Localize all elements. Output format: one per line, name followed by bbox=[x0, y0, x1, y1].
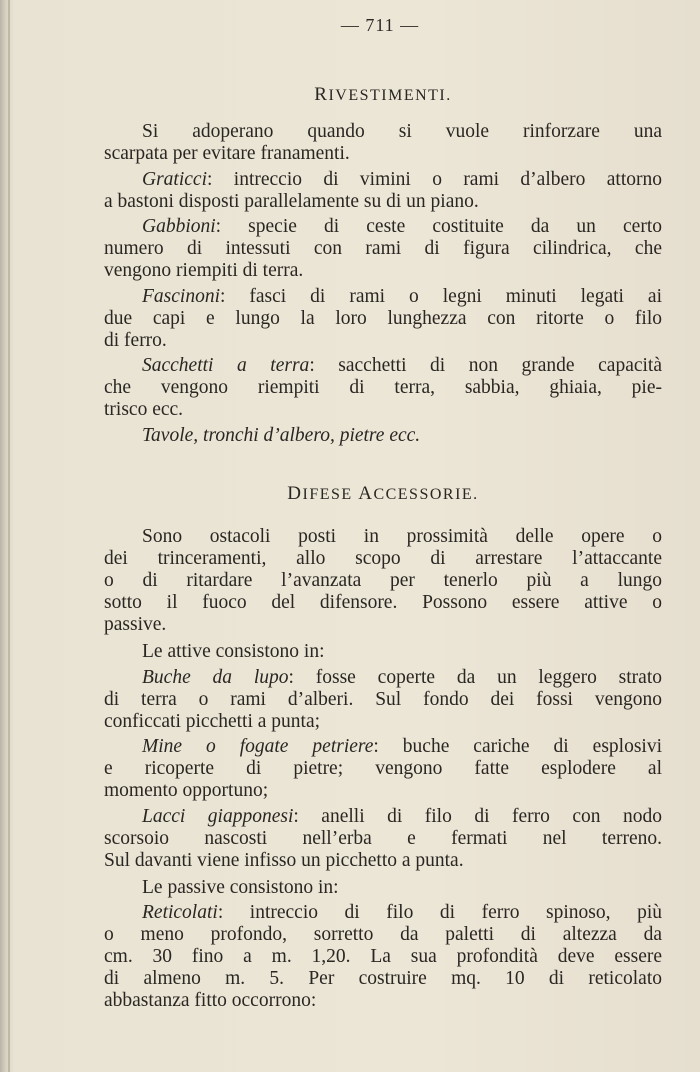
line-text: Le attive consistono in: bbox=[142, 641, 325, 662]
text-line bbox=[104, 667, 662, 689]
line-text: passive. bbox=[104, 614, 167, 635]
paragraph bbox=[104, 736, 662, 802]
italic-term: Lacci giapponesi bbox=[142, 805, 294, 827]
line-text: di almeno m. 5. Per costruire mq. 10 di reticolato bbox=[104, 968, 662, 989]
line-text: scarpata per evitare franamenti. bbox=[104, 143, 350, 164]
page-binding-edge bbox=[8, 0, 10, 1072]
text-line bbox=[104, 828, 662, 850]
page-number: — 711 — bbox=[340, 15, 420, 35]
line-text: Le passive consistono in: bbox=[142, 876, 339, 898]
section-body-rivestimenti bbox=[104, 121, 662, 450]
italic-term: Tavole, tronchi d’albero, pietre ecc. bbox=[142, 424, 421, 446]
italic-term: Graticci bbox=[142, 168, 207, 190]
paragraph bbox=[104, 355, 662, 421]
text-line bbox=[104, 780, 662, 802]
line-text: : specie di ceste costituite da un certo bbox=[215, 216, 662, 237]
text-line bbox=[104, 216, 662, 238]
text-line bbox=[104, 399, 662, 421]
text-line bbox=[104, 330, 662, 352]
text-line bbox=[104, 877, 662, 899]
italic-term: Mine o fogate petriere bbox=[142, 736, 374, 757]
line-text: momento opportuno; bbox=[104, 780, 269, 801]
section-body-difese-accessorie bbox=[104, 526, 662, 1016]
paragraph bbox=[104, 526, 662, 636]
italic-term: Sacchetti a terra bbox=[142, 355, 310, 376]
text-line bbox=[104, 924, 662, 946]
text-line bbox=[104, 570, 662, 592]
text-line bbox=[104, 990, 662, 1012]
paragraph bbox=[104, 121, 662, 165]
line-text: di ferro. bbox=[104, 329, 167, 351]
line-text: Sul davanti viene infisso un picchetto a punta. bbox=[104, 849, 464, 871]
paragraph bbox=[104, 216, 662, 282]
line-text: : fosse coperte da un leggero strato bbox=[288, 666, 662, 688]
line-text: di terra o rami d’alberi. Sul fondo dei fossi vengono bbox=[104, 688, 662, 710]
text-line bbox=[104, 850, 662, 872]
text-line bbox=[104, 143, 662, 165]
text-line bbox=[104, 191, 662, 213]
line-text: vengono riempiti di terra. bbox=[104, 260, 304, 281]
line-text: sotto il fuoco del difensore. Possono essere attive o bbox=[104, 592, 662, 613]
text-line bbox=[104, 425, 662, 447]
line-text: due capi e lungo la loro lunghezza con ritorte o filo bbox=[104, 307, 662, 329]
line-text: : fasci di rami o legni minuti legati ai bbox=[220, 285, 662, 307]
text-line bbox=[104, 377, 662, 399]
line-text: dei trinceramenti, allo scopo di arrestare l’attaccante bbox=[104, 548, 662, 569]
line-text: abbastanza fitto occorrono: bbox=[104, 990, 317, 1011]
text-line bbox=[104, 689, 662, 711]
text-line bbox=[104, 806, 662, 828]
paragraph bbox=[104, 641, 662, 663]
line-text: o meno profondo, sorretto da paletti di altezza da bbox=[104, 924, 662, 945]
line-text: scorsoio nascosti nell’erba e fermati nel terreno. bbox=[104, 827, 662, 849]
paragraph bbox=[104, 806, 662, 872]
line-text: Sono ostacoli posti in prossimità delle opere o bbox=[142, 526, 662, 547]
paragraph bbox=[104, 877, 662, 899]
line-text: : intreccio di filo di ferro spinoso, più bbox=[217, 902, 662, 923]
text-line bbox=[104, 614, 662, 636]
text-line bbox=[104, 308, 662, 330]
line-text: a bastoni disposti parallelamente su di un piano. bbox=[104, 190, 479, 212]
text-line bbox=[104, 121, 662, 143]
section-heading-difese-accessorie: DIFESE ACCESSORIE. bbox=[287, 483, 479, 504]
line-text: che vengono riempiti di terra, sabbia, ghiaia, pie- bbox=[104, 377, 662, 398]
text-line bbox=[104, 526, 662, 548]
line-text: : buche cariche di esplosivi bbox=[373, 736, 662, 757]
text-line bbox=[104, 736, 662, 758]
line-text: : intreccio di vimini o rami d’albero attorno bbox=[206, 168, 662, 190]
text-line bbox=[104, 758, 662, 780]
paragraph bbox=[104, 667, 662, 733]
paragraph bbox=[104, 902, 662, 1012]
line-text: : sacchetti di non grande capacità bbox=[309, 355, 662, 376]
text-line bbox=[104, 548, 662, 570]
italic-term: Gabbioni bbox=[142, 216, 216, 237]
text-line bbox=[104, 286, 662, 308]
text-line bbox=[104, 592, 662, 614]
paragraph bbox=[104, 169, 662, 213]
line-text: cm. 30 fino a m. 1,20. La sua profondità deve essere bbox=[104, 946, 662, 967]
text-line bbox=[104, 641, 662, 663]
paragraph bbox=[104, 286, 662, 352]
line-text: e ricoperte di pietre; vengono fatte esplodere al bbox=[104, 758, 662, 779]
line-text: o di ritardare l’avanzata per tenerlo più a lungo bbox=[104, 570, 662, 591]
italic-term: Reticolati bbox=[142, 902, 218, 923]
line-text: conficcati picchetti a punta; bbox=[104, 710, 321, 732]
section-heading-rivestimenti: RIVESTIMENTI. bbox=[314, 84, 452, 105]
line-text: numero di intessuti con rami di figura cilindrica, che bbox=[104, 238, 662, 259]
text-line bbox=[104, 169, 662, 191]
text-line bbox=[104, 946, 662, 968]
italic-term: Fascinoni bbox=[142, 285, 220, 307]
line-text: Si adoperano quando si vuole rinforzare una bbox=[142, 121, 662, 142]
text-line bbox=[104, 711, 662, 733]
text-line bbox=[104, 968, 662, 990]
text-line bbox=[104, 902, 662, 924]
text-line bbox=[104, 260, 662, 282]
paragraph bbox=[104, 425, 662, 447]
line-text: trisco ecc. bbox=[104, 399, 184, 420]
text-line bbox=[104, 355, 662, 377]
text-line bbox=[104, 238, 662, 260]
italic-term: Buche da lupo bbox=[142, 666, 289, 688]
line-text: : anelli di filo di ferro con nodo bbox=[293, 805, 662, 827]
